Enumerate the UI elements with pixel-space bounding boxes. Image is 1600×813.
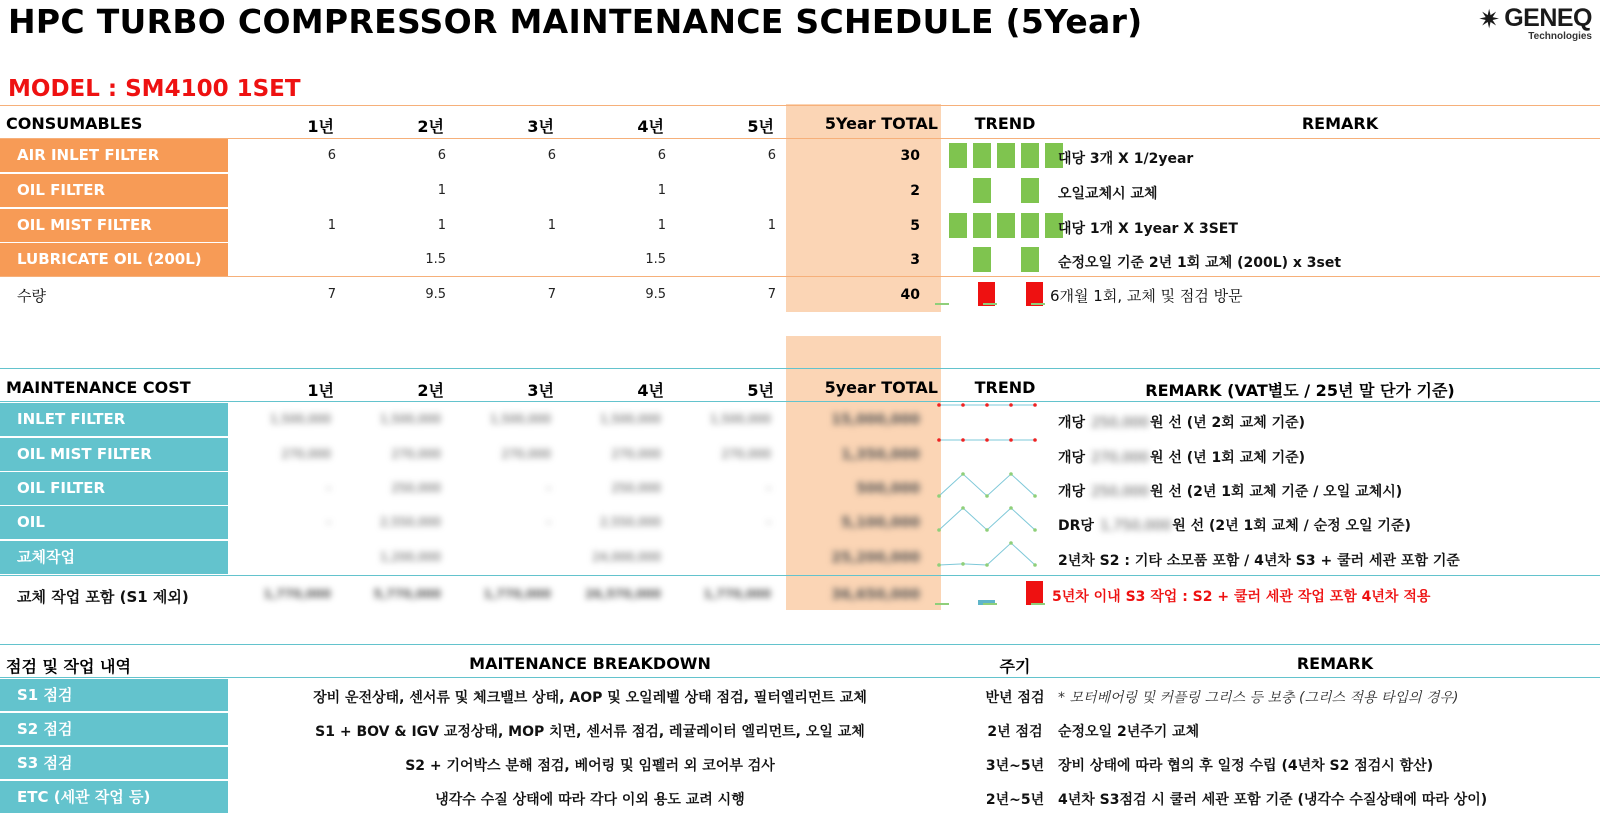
trend-point (961, 506, 965, 510)
trend-baseline (1031, 303, 1045, 305)
year-header: 2년 (417, 117, 444, 136)
trend-sparkline (935, 401, 1045, 433)
breakdown-remark: 순정오일 2년주기 교체 (1058, 724, 1200, 740)
consumable-total: 30 (900, 148, 920, 164)
total-header: 5Year TOTAL (824, 114, 938, 133)
trend-baseline (983, 303, 997, 305)
trend-point (1033, 494, 1037, 498)
cost-year-value: 1,500,000 (379, 412, 441, 426)
cost-year-value: - (326, 481, 331, 495)
cost-total: 1,350,000 (841, 447, 920, 463)
consumable-total: 3 (910, 252, 920, 268)
trend-header: TREND (974, 114, 1036, 133)
trend-line (939, 474, 1035, 496)
consumable-remark: 순정오일 기준 2년 1회 교체 (200L) x 3set (1058, 255, 1342, 271)
breakdown-cycle: 3년~5년 (985, 758, 1045, 774)
trend-sparkline (935, 470, 1045, 502)
cycle-header: 주기 (999, 657, 1031, 676)
remark-header: REMARK (1301, 114, 1379, 133)
cost-sum-total: 36,650,000 (831, 587, 920, 603)
trend-point (961, 562, 965, 566)
cost-total: 5,100,000 (841, 515, 920, 531)
breakdown-row-label: S2 점검 (0, 713, 228, 745)
cost-year-value: - (766, 481, 771, 495)
consumable-year-value: 1 (657, 183, 666, 198)
trend-sparkline (935, 436, 1045, 468)
trend-point (937, 563, 941, 567)
cost-year-value: 270,000 (391, 447, 441, 461)
trend-point (985, 438, 989, 442)
consumable-total: 5 (910, 218, 920, 234)
cost-sum-value: 5,770,000 (373, 587, 441, 601)
trend-point (1009, 403, 1013, 407)
trend-bar (997, 213, 1015, 238)
consumable-year-value: 1.5 (645, 252, 666, 267)
breakdown-row-label: S3 점검 (0, 747, 228, 779)
consumable-sum-value: 9.5 (645, 287, 666, 302)
consumable-year-value: 1 (327, 218, 336, 233)
company-logo (1452, 4, 1592, 44)
remark-price: 270,000 (1091, 450, 1149, 466)
total-header: 5year TOTAL (824, 378, 938, 397)
divider (0, 105, 1600, 106)
year-header: 4년 (637, 117, 664, 136)
trend-point (1033, 438, 1037, 442)
consumable-sum-value: 9.5 (425, 287, 446, 302)
cost-year-value: 1,500,000 (599, 412, 661, 426)
cost-year-value: 24,000,000 (592, 550, 661, 564)
year-header: 2년 (417, 381, 444, 400)
cost-year-value: 250,000 (391, 481, 441, 495)
page-title: HPC TURBO COMPRESSOR MAINTENANCE SCHEDULE (5Year) (8, 2, 1143, 41)
trend-baseline (1031, 603, 1045, 605)
breakdown-remark: 4년차 S3점검 시 쿨러 세관 포함 기준 (냉각수 수질상태에 따라 상이) (1058, 792, 1488, 808)
consumable-year-value: 1 (657, 218, 666, 233)
consumable-sum-value: 7 (547, 287, 556, 302)
cost-total: 25,200,000 (831, 550, 920, 566)
trend-bar (1021, 247, 1039, 272)
trend-point (937, 403, 941, 407)
remark-text: 2년차 S2 : 기타 소모품 포함 / 4년차 S3 + 쿨러 세관 포함 기준 (1058, 553, 1460, 569)
remark-header: REMARK (1296, 654, 1374, 673)
cost-year-value: - (546, 515, 551, 529)
total-column-bg (786, 104, 941, 312)
consumable-year-value: 1.5 (425, 252, 446, 267)
consumable-year-value: 1 (437, 218, 446, 233)
trend-bar (1026, 581, 1043, 605)
year-header: 1년 (307, 117, 334, 136)
breakdown-cycle: 반년 점검 (985, 690, 1045, 706)
consumable-row-label: LUBRICATE OIL (200L) (0, 243, 228, 276)
trend-point (961, 438, 965, 442)
consumable-year-value: 6 (437, 148, 446, 163)
trend-point (985, 563, 989, 567)
cost-year-value: 270,000 (281, 447, 331, 461)
consumable-year-value: 6 (657, 148, 666, 163)
star-logo-icon: ✷ (1478, 5, 1500, 35)
cost-row-label: OIL MIST FILTER (0, 438, 228, 471)
cost-row-label: OIL FILTER (0, 472, 228, 505)
trend-bar (1021, 178, 1039, 203)
breakdown-row-label: ETC (세관 작업 등) (0, 781, 228, 813)
trend-baseline (935, 603, 949, 605)
remark-price: 250,000 (1091, 415, 1149, 431)
trend-point (937, 528, 941, 532)
cost-total: 500,000 (856, 481, 920, 497)
cost-year-value: 1,200,000 (379, 550, 441, 564)
divider (0, 276, 1600, 277)
cost-year-value: 2,550,000 (379, 515, 441, 529)
breakdown-cycle: 2년 점검 (987, 724, 1043, 740)
cost-year-value: 1,500,000 (269, 412, 331, 426)
remark-prefix: 개당 (1058, 450, 1086, 466)
cost-row-label: OIL (0, 506, 228, 539)
remark-text: 원 선 (년 1회 교체 기준) (1149, 450, 1306, 466)
consumable-sum-label: 수량 (17, 287, 46, 305)
cost-year-value: 1,500,000 (489, 412, 551, 426)
breakdown-header-label: 점검 및 작업 내역 (6, 657, 131, 676)
trend-point (985, 494, 989, 498)
trend-header: TREND (974, 378, 1036, 397)
consumable-remark: 대당 3개 X 1/2year (1058, 151, 1194, 167)
trend-line (939, 543, 1035, 565)
cost-sum-remark: 5년차 이내 S3 작업 : S2 + 쿨러 세관 작업 포함 4년차 적용 (1052, 589, 1431, 605)
trend-bar (997, 143, 1015, 168)
trend-baseline (935, 303, 949, 305)
trend-bar (949, 213, 967, 238)
year-header: 5년 (747, 381, 774, 400)
cost-sum-label: 교체 작업 포함 (S1 제외) (17, 588, 189, 606)
divider (0, 138, 1600, 139)
logo-wordmark: GENEQ (1504, 4, 1592, 32)
cost-sum-value: 1,770,000 (703, 587, 771, 601)
trend-point (1033, 403, 1037, 407)
year-header: 5년 (747, 117, 774, 136)
trend-bar (973, 213, 991, 238)
breakdown-remark: 장비 상태에 따라 협의 후 일정 수립 (4년차 S2 점검시 함산) (1058, 758, 1434, 774)
breakdown-cycle: 2년~5년 (985, 792, 1045, 808)
trend-line (939, 508, 1035, 530)
trend-point (985, 528, 989, 532)
breakdown-desc-header: MAITENANCE BREAKDOWN (469, 654, 711, 673)
trend-bar (973, 178, 991, 203)
trend-point (961, 472, 965, 476)
year-header: 3년 (527, 117, 554, 136)
year-header: 4년 (637, 381, 664, 400)
cost-sum-value: 1,770,000 (263, 587, 331, 601)
divider (0, 644, 1600, 645)
consumable-total: 2 (910, 183, 920, 199)
remark-text: 원 선 (년 2회 교체 기준) (1149, 415, 1306, 431)
cost-header-label: MAINTENANCE COST (6, 378, 191, 397)
cost-sum-value: 1,770,000 (483, 587, 551, 601)
divider (0, 401, 1600, 402)
total-column-bg (786, 336, 941, 368)
breakdown-desc: S1 + BOV & IGV 교정상태, MOP 치면, 센서류 점검, 레귤레이터 엘리먼트, 오일 교체 (315, 724, 865, 740)
remark-text: 원 선 (2년 1회 교체 / 순정 오일 기준) (1172, 518, 1411, 534)
trend-sparkline (935, 539, 1045, 571)
divider (0, 368, 1600, 369)
remark-prefix: 개당 (1058, 415, 1086, 431)
cost-year-value: 250,000 (611, 481, 661, 495)
consumable-year-value: 6 (327, 148, 336, 163)
consumable-year-value: 1 (767, 218, 776, 233)
cost-remark (1058, 481, 1402, 501)
trend-point (937, 438, 941, 442)
trend-point (1033, 563, 1037, 567)
consumable-year-value: 6 (547, 148, 556, 163)
breakdown-desc: 냉각수 수질 상태에 따라 각다 이외 용도 교려 시행 (435, 792, 745, 808)
consumables-header-label: CONSUMABLES (6, 114, 143, 133)
consumable-year-value: 1 (437, 183, 446, 198)
consumable-sum-value: 7 (767, 287, 776, 302)
remark-prefix: 개당 (1058, 484, 1086, 500)
breakdown-remark: * 모터베어링 및 커플링 그리스 등 보충 (그리스 적용 타입의 경우) (1058, 690, 1459, 706)
trend-point (961, 403, 965, 407)
consumable-row-label: OIL FILTER (0, 174, 228, 207)
cost-sum-value: 26,570,000 (585, 587, 661, 601)
cost-remark (1058, 550, 1460, 570)
trend-point (1033, 528, 1037, 532)
cost-total: 15,000,000 (831, 412, 920, 428)
remark-prefix: DR당 (1058, 518, 1094, 534)
trend-bar (973, 247, 991, 272)
breakdown-desc: S2 + 기어박스 분해 점검, 베어링 및 임펠러 외 코어부 검사 (405, 758, 775, 774)
trend-bar (1021, 213, 1039, 238)
remark-header: REMARK (VAT별도 / 25년 말 단가 기준) (1145, 381, 1455, 400)
cost-year-value: 270,000 (611, 447, 661, 461)
cost-year-value: 1,500,000 (709, 412, 771, 426)
trend-point (1009, 541, 1013, 545)
cost-year-value: 270,000 (501, 447, 551, 461)
year-header: 3년 (527, 381, 554, 400)
trend-point (937, 494, 941, 498)
trend-point (1009, 506, 1013, 510)
trend-bar (1021, 143, 1039, 168)
remark-text: 원 선 (2년 1회 교체 기준 / 오일 교체시) (1149, 484, 1403, 500)
consumable-remark: 오일교체시 교체 (1058, 186, 1158, 202)
divider (0, 575, 1600, 576)
remark-price: 1,750,000 (1099, 518, 1172, 534)
cost-remark (1058, 412, 1305, 432)
cost-year-value: - (766, 515, 771, 529)
consumable-sum-total: 40 (900, 287, 920, 303)
trend-sparkline (935, 504, 1045, 536)
breakdown-desc: 장비 운전상태, 센서류 및 체크밸브 상태, AOP 및 오일레벨 상태 점검, 필터엘리먼트 교체 (313, 690, 867, 706)
logo-subtitle: Technologies (1528, 31, 1592, 42)
cost-year-value: 2,550,000 (599, 515, 661, 529)
consumable-sum-value: 7 (327, 287, 336, 302)
trend-bar (973, 143, 991, 168)
trend-bar (949, 143, 967, 168)
consumable-remark: 대당 1개 X 1year X 3SET (1058, 221, 1238, 237)
trend-point (1009, 472, 1013, 476)
year-header: 1년 (307, 381, 334, 400)
cost-row-label: INLET FILTER (0, 403, 228, 436)
cost-remark (1058, 447, 1305, 467)
trend-point (985, 403, 989, 407)
cost-row-label: 교체작업 (0, 541, 228, 574)
cost-remark (1058, 515, 1411, 535)
breakdown-row-label: S1 점검 (0, 679, 228, 711)
consumable-row-label: OIL MIST FILTER (0, 209, 228, 242)
trend-point (1009, 438, 1013, 442)
consumable-year-value: 6 (767, 148, 776, 163)
consumable-sum-remark: 6개월 1회, 교체 및 점검 방문 (1050, 287, 1243, 305)
consumable-row-label: AIR INLET FILTER (0, 139, 228, 172)
consumable-year-value: 1 (547, 218, 556, 233)
model-label: MODEL : SM4100 1SET (8, 76, 301, 102)
trend-baseline (983, 603, 997, 605)
remark-price: 250,000 (1091, 484, 1149, 500)
cost-year-value: - (326, 515, 331, 529)
cost-year-value: - (546, 481, 551, 495)
divider (0, 677, 1600, 678)
cost-year-value: 270,000 (721, 447, 771, 461)
